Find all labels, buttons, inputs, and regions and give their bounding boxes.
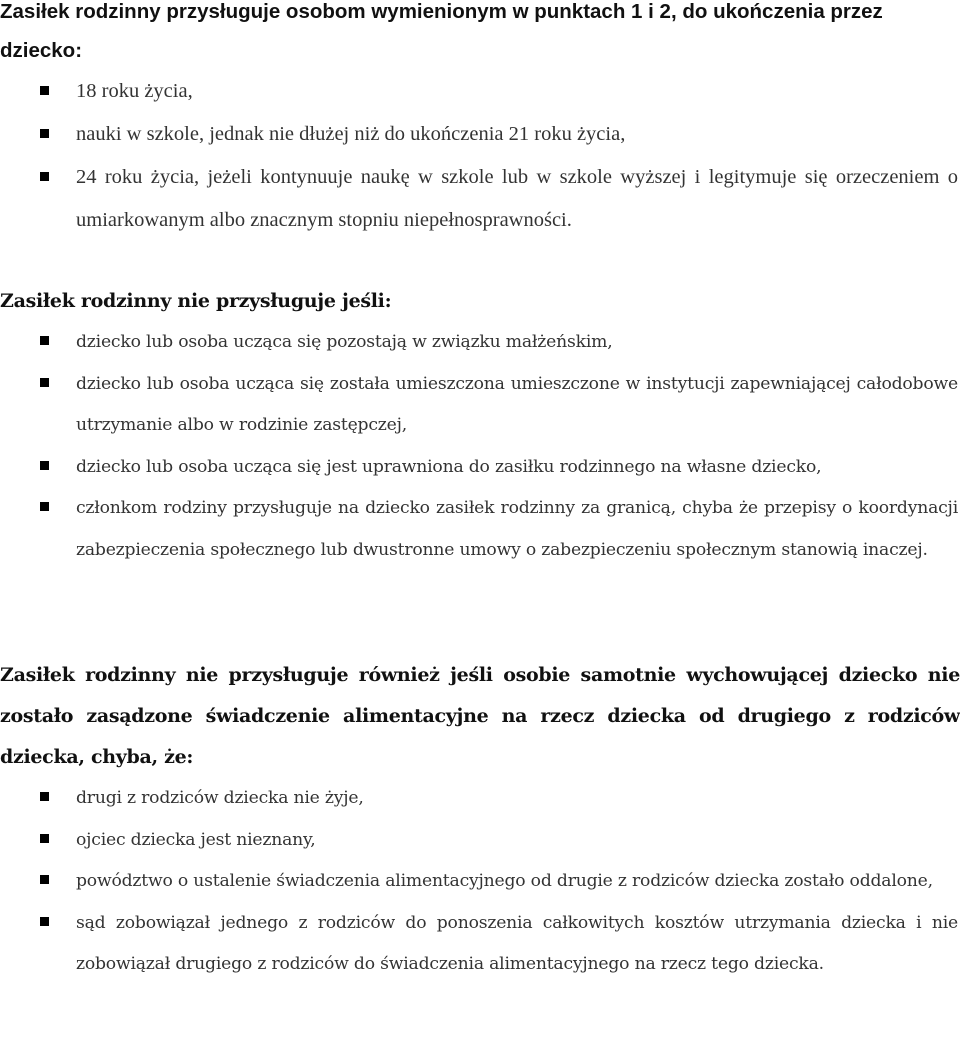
square-bullet-icon xyxy=(40,378,49,387)
square-bullet-icon xyxy=(40,461,49,470)
square-bullet-icon xyxy=(40,172,49,181)
section-single-parent xyxy=(0,655,960,986)
eligibility-list xyxy=(0,70,960,242)
square-bullet-icon xyxy=(40,792,49,801)
list-item: dziecko lub osoba ucząca się została umieszczona umieszczone w instytucji zapewniającej całodobowe utrzymanie albo w rodzinie zastępczej, xyxy=(0,364,960,447)
square-bullet-icon xyxy=(40,875,49,884)
list-item: ojciec dziecka jest nieznany, xyxy=(0,820,960,862)
list-item: nauki w szkole, jednak nie dłużej niż do ukończenia 21 roku życia, xyxy=(0,113,960,156)
list-item: sąd zobowiązał jednego z rodziców do ponoszenia całkowitych kosztów utrzymania dziecka i nie zobowiązał drugiego z rodziców do świadczenia alimentacyjnego na rzecz tego dziecka. xyxy=(0,903,960,986)
square-bullet-icon xyxy=(40,86,49,95)
list-item: dziecko lub osoba ucząca się jest uprawniona do zasiłku rodzinnego na własne dziecko, xyxy=(0,447,960,489)
list-item: drugi z rodziców dziecka nie żyje, xyxy=(0,778,960,820)
section-exclusions xyxy=(0,281,960,571)
list-item: dziecko lub osoba ucząca się pozostają w związku małżeńskim, xyxy=(0,322,960,364)
list-item: członkom rodziny przysługuje na dziecko zasiłek rodzinny za granicą, chyba że przepisy o koordynacji zabezpieczenia społecznego lub dwustronne umowy o zabezpieczeniu społecznym stanowią inaczej. xyxy=(0,488,960,571)
square-bullet-icon xyxy=(40,834,49,843)
section-heading: Zasiłek rodzinny nie przysługuje również jeśli osobie samotnie wychowującej dziecko nie zostało zasądzone świadczenie alimentacyjne na rzecz dziecka od drugiego z rodziców dziecka, chyba, że: xyxy=(0,664,960,768)
square-bullet-icon xyxy=(40,129,49,138)
exclusions-list xyxy=(0,322,960,571)
section-heading: Zasiłek rodzinny przysługuje osobom wymienionym w punktach 1 i 2, do ukończenia przez dziecko: xyxy=(0,0,883,62)
single-parent-list xyxy=(0,778,960,986)
list-item: 18 roku życia, xyxy=(0,70,960,113)
list-item: 24 roku życia, jeżeli kontynuuje naukę w szkole lub w szkole wyższej i legitymuje się orzeczeniem o umiarkowanym albo znacznym stopniu niepełnosprawności. xyxy=(0,156,960,242)
square-bullet-icon xyxy=(40,502,49,511)
section-heading: Zasiłek rodzinny nie przysługuje jeśli: xyxy=(0,290,392,312)
square-bullet-icon xyxy=(40,917,49,926)
section-eligibility xyxy=(0,0,960,242)
list-item: powództwo o ustalenie świadczenia alimentacyjnego od drugie z rodziców dziecka zostało oddalone, xyxy=(0,861,960,903)
square-bullet-icon xyxy=(40,336,49,345)
